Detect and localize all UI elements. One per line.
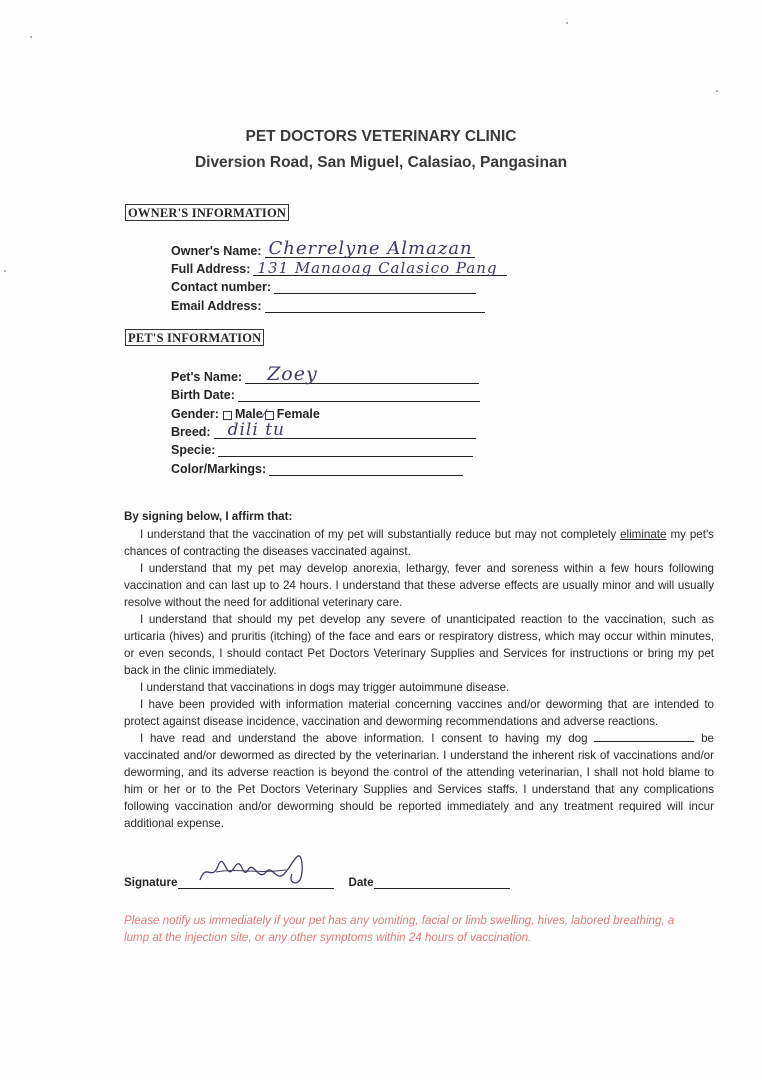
pet-breed-label: Breed:: [171, 425, 211, 439]
pet-name-value: Zoey: [267, 363, 318, 385]
consent-p1-a: I understand that the vaccination of my pet will substantially reduce but may not completely: [140, 528, 617, 541]
pet-section-title: PET'S INFORMATION: [125, 329, 264, 346]
owner-address-value: 131 Manaoag Calasico Pang: [257, 259, 498, 277]
consent-p1-b: my pet's chances of contracting the diseases vaccinated against.: [124, 528, 714, 558]
pet-color-label: Color/Markings:: [171, 462, 267, 476]
male-label: Male: [234, 407, 263, 421]
pet-color-row: [171, 458, 463, 476]
consent-p6: [124, 730, 714, 832]
consent-p1-underlined: eliminate: [620, 528, 667, 541]
check-mark-icon: ⁄: [263, 406, 266, 421]
owner-address-row: [171, 258, 507, 276]
signature-label: Signature: [124, 876, 178, 889]
pet-birth-row: [171, 384, 480, 402]
pet-specie-field[interactable]: [218, 442, 473, 457]
male-checkbox[interactable]: [223, 411, 232, 420]
pet-name-field[interactable]: [245, 363, 479, 385]
pet-specie-label: Specie:: [171, 443, 216, 457]
scan-speck: [566, 22, 568, 24]
signature-row: [124, 870, 510, 889]
owner-contact-row: [171, 276, 476, 294]
dog-name-blank[interactable]: [594, 730, 694, 742]
owner-email-field[interactable]: [265, 298, 485, 313]
pet-birth-label: Birth Date:: [171, 388, 235, 402]
owner-name-field[interactable]: [265, 238, 475, 259]
pet-gender-row: [171, 403, 320, 421]
pet-breed-value: dili tu: [227, 420, 285, 440]
vaccination-notice: Please notify us immediately if your pet has any vomiting, facial or limb swelling, hives, labored breathing, a lump at the injection site, or any other symptoms within 24 hours of vaccination.: [124, 914, 675, 944]
owner-email-row: [171, 295, 485, 313]
owner-address-field[interactable]: [253, 261, 507, 276]
date-field[interactable]: [374, 874, 510, 889]
signature-field[interactable]: [178, 870, 334, 889]
pet-breed-row: [171, 421, 476, 439]
scan-speck: [716, 90, 718, 92]
owner-email-label: Email Address:: [171, 299, 262, 313]
signature-scribble: [196, 852, 316, 888]
clinic-address: Diversion Road, San Miguel, Calasiao, Pangasinan: [194, 154, 568, 171]
consent-p6-a: I have read and understand the above information. I consent to having my dog: [140, 732, 588, 745]
female-label: Female: [276, 407, 320, 421]
pet-gender-label: Gender:: [171, 407, 219, 421]
owner-contact-field[interactable]: [274, 279, 476, 294]
consent-p1: [124, 526, 714, 560]
owner-name-row: [171, 240, 475, 258]
consent-heading: By signing below, I affirm that:: [124, 510, 293, 523]
consent-p5: I have been provided with information material concerning vaccines and/or deworming that are intended to protect against disease incidence, vaccination and deworming recommendations and adverse reactions.: [124, 698, 714, 728]
date-label: Date: [348, 876, 374, 889]
consent-body: [124, 526, 714, 832]
pet-name-label: Pet's Name:: [171, 370, 243, 384]
pet-birth-field[interactable]: [238, 387, 480, 402]
scan-speck: [4, 270, 6, 272]
female-checkbox[interactable]: [263, 406, 274, 421]
owner-contact-label: Contact number:: [171, 280, 271, 294]
owner-section-title: OWNER'S INFORMATION: [125, 204, 289, 221]
consent-p3: I understand that should my pet develop any severe of unanticipated reaction to the vaccination, such as urticaria (hives) and pruritis (itching) of the face and ears or respiratory distress, which may occur within minutes, or even seconds, I should contact Pet Doctors Veterinary Supplies and Services for instructions or bring my pet back in the clinic immediately.: [124, 613, 714, 677]
clinic-title: PET DOCTORS VETERINARY CLINIC: [245, 128, 517, 145]
pet-name-row: [171, 363, 479, 385]
owner-name-value: Cherrelyne Almazan: [268, 238, 473, 259]
pet-color-field[interactable]: [269, 461, 463, 476]
owner-address-label: Full Address:: [171, 262, 251, 276]
consent-p4: I understand that vaccinations in dogs may trigger autoimmune disease.: [140, 681, 510, 694]
consent-p6-b: be vaccinated and/or dewormed as directed by the veterinarian. I understand the inherent risk of vaccinations and/or deworming, and its adverse reaction is beyond the control of the attending veterinarian, I shall not hold blame to him or her or to the Pet Doctors Veterinary Supplies and Services staffs. I understand that any complications following vaccination and/or deworming should be reported immediately and any treatment required will incur additional expense.: [124, 732, 714, 830]
consent-p2: I understand that my pet may develop anorexia, lethargy, fever and soreness within a few hours following vaccination and can last up to 24 hours. I understand that these adverse effects are usually minor and will usually resolve without the need for additional veterinary care.: [124, 562, 714, 609]
pet-breed-field[interactable]: [214, 420, 476, 440]
owner-name-label: Owner's Name:: [171, 244, 262, 258]
pet-specie-row: [171, 439, 473, 457]
scan-speck: [30, 36, 32, 38]
